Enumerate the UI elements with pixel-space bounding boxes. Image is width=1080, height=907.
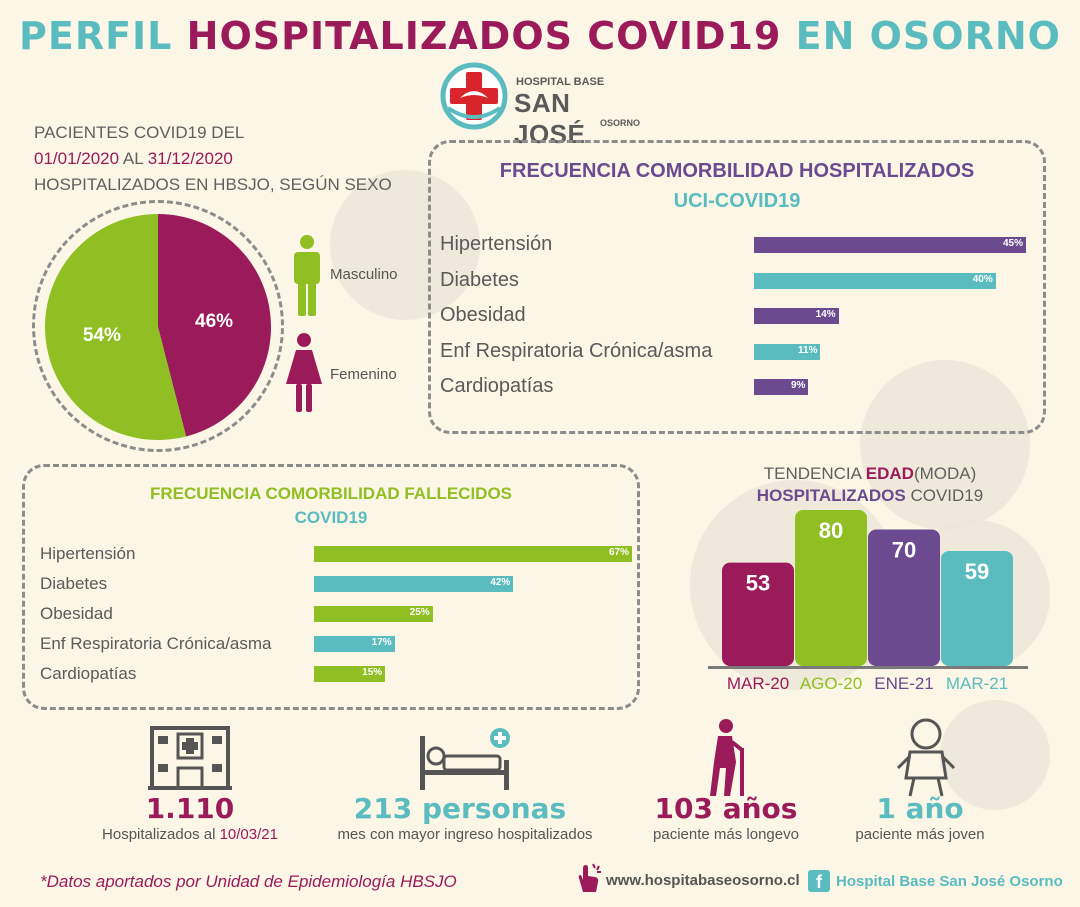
facebook-icon[interactable]: f bbox=[808, 870, 830, 892]
tendency-title-part: TENDENCIA bbox=[763, 464, 866, 483]
tendency-bar-value: 80 bbox=[818, 518, 844, 543]
pie-label-masculino: 46% bbox=[195, 310, 234, 332]
comorbidity-label: Hipertensión bbox=[440, 233, 553, 255]
stat-oldest-caption: paciente más longevo bbox=[653, 826, 799, 843]
date-to: 31/12/2020 bbox=[147, 149, 233, 168]
stat-youngest-value: 1 año bbox=[876, 792, 964, 825]
comorbidity-bar-value: 42% bbox=[490, 577, 511, 588]
comorbidity-bar-value: 11% bbox=[798, 344, 818, 356]
comorbidity-bar-value: 25% bbox=[409, 607, 430, 618]
hospital-bed-icon bbox=[416, 726, 512, 792]
pointer-hand-icon bbox=[573, 862, 603, 894]
title-part-2: HOSPITALIZADOS COVID19 bbox=[186, 14, 782, 58]
sex-section-heading bbox=[34, 120, 392, 198]
stat-peak-month-caption: mes con mayor ingreso hospitalizados bbox=[337, 826, 593, 843]
date-from: 01/01/2020 bbox=[34, 149, 120, 168]
tendency-tick-label: ENE-21 bbox=[874, 674, 934, 693]
female-legend-label: Femenino bbox=[330, 366, 397, 383]
comorbidity-bar bbox=[754, 273, 996, 289]
tendency-tick-label: MAR-21 bbox=[945, 674, 1009, 693]
comorbidity-label: Diabetes bbox=[440, 268, 519, 291]
comorbidity-label: Obesidad bbox=[40, 604, 113, 623]
male-legend-label: Masculino bbox=[330, 266, 398, 283]
uci-panel-title: FRECUENCIA COMORBILIDAD HOSPITALIZADOS bbox=[499, 160, 975, 182]
pie-label-femenino: 54% bbox=[82, 325, 121, 347]
logo-line-1: HOSPITAL BASE bbox=[516, 76, 605, 88]
tendency-title-part: COVID19 bbox=[905, 486, 984, 505]
hospital-building-icon bbox=[148, 724, 232, 792]
sex-heading-line-3: HOSPITALIZADOS EN HBSJO, SEGÚN SEXO bbox=[34, 175, 392, 194]
comorbidity-bar bbox=[314, 636, 395, 652]
comorbidity-label: Enf Respiratoria Crónica/asma bbox=[440, 339, 713, 362]
facebook-link[interactable]: Hospital Base San José Osorno bbox=[836, 873, 1063, 890]
sex-pie-chart bbox=[45, 214, 271, 440]
stat-hospitalized-date: 10/03/21 bbox=[219, 826, 278, 843]
stat-hospitalized-caption-text: Hospitalizados al bbox=[102, 826, 220, 843]
tendency-title-line-1 bbox=[700, 464, 1040, 484]
fallecidos-panel-title: FRECUENCIA COMORBILIDAD FALLECIDOS bbox=[149, 484, 513, 503]
stat-youngest-caption: paciente más joven bbox=[855, 826, 985, 843]
comorbidity-label: Enf Respiratoria Crónica/asma bbox=[40, 634, 272, 653]
title-part-3: EN OSORNO bbox=[795, 14, 1061, 58]
logo-line-3: OSORNO bbox=[600, 118, 641, 128]
male-person-icon bbox=[290, 234, 324, 318]
comorbidity-bar bbox=[754, 237, 1026, 253]
comorbidity-label: Diabetes bbox=[40, 574, 108, 593]
comorbidity-bar-value: 67% bbox=[608, 547, 629, 558]
comorbidity-label: Hipertensión bbox=[40, 544, 136, 563]
comorbidity-bar bbox=[314, 546, 632, 562]
page-title bbox=[0, 14, 1080, 58]
tendency-bar-value: 53 bbox=[745, 570, 771, 596]
comorbidity-bar-value: 40% bbox=[972, 273, 993, 285]
comorbidity-bar-value: 45% bbox=[1002, 238, 1023, 249]
tendency-title-highlight: EDAD bbox=[865, 464, 914, 483]
sex-heading-line-1: PACIENTES COVID19 DEL bbox=[34, 123, 245, 142]
uci-panel-subtitle: UCI-COVID19 bbox=[673, 190, 801, 212]
tendency-baseline bbox=[708, 666, 1028, 669]
elderly-person-icon bbox=[704, 718, 758, 798]
comorbidity-label: Obesidad bbox=[440, 304, 526, 326]
tendency-tick-label: MAR-20 bbox=[726, 674, 790, 693]
comorbidity-bar bbox=[754, 379, 808, 395]
stat-oldest-value: 103 años bbox=[654, 792, 798, 825]
tendency-bar-value: 70 bbox=[891, 537, 917, 563]
website-link[interactable]: www.hospitabaseosorno.cl bbox=[606, 872, 800, 889]
stat-hospitalized-caption bbox=[60, 826, 320, 843]
fallecidos-panel-subtitle: COVID19 bbox=[294, 508, 368, 527]
tendency-tick-label: AGO-20 bbox=[799, 674, 863, 693]
comorbidity-bar-value: 9% bbox=[790, 380, 806, 391]
tendency-title-highlight: HOSPITALIZADOS bbox=[756, 486, 906, 505]
comorbidity-bar bbox=[754, 344, 820, 360]
comorbidity-label: Cardiopatías bbox=[440, 375, 554, 397]
stat-peak-month-value: 213 personas bbox=[353, 792, 567, 825]
comorbidity-bar-value: 15% bbox=[362, 667, 383, 678]
title-part-1: PERFIL bbox=[19, 14, 173, 58]
female-person-icon bbox=[284, 332, 324, 414]
comorbidity-bar bbox=[314, 666, 385, 682]
data-source-note: *Datos aportados por Unidad de Epidemiología HBSJO bbox=[40, 872, 457, 891]
comorbidity-bar-value: 14% bbox=[815, 309, 836, 320]
logo-line-2: SAN JOSÉ bbox=[514, 88, 586, 149]
age-tendency-bar-chart bbox=[700, 500, 1040, 700]
baby-icon bbox=[896, 716, 956, 798]
date-connector: AL bbox=[122, 149, 144, 168]
stat-hospitalized-value: 1.110 bbox=[145, 792, 235, 825]
comorbidity-bar bbox=[314, 606, 433, 622]
tendency-bar-value: 59 bbox=[964, 558, 990, 584]
comorbidity-bar bbox=[314, 576, 513, 592]
tendency-title-part: (MODA) bbox=[913, 464, 977, 483]
comorbidity-bar-value: 17% bbox=[371, 637, 392, 648]
comorbidity-label: Cardiopatías bbox=[40, 664, 137, 683]
hospital-logo bbox=[440, 62, 645, 149]
hospital-cross-logo-icon bbox=[440, 62, 508, 130]
sex-heading-line-2 bbox=[34, 146, 392, 172]
comorbidity-bar bbox=[754, 308, 839, 324]
